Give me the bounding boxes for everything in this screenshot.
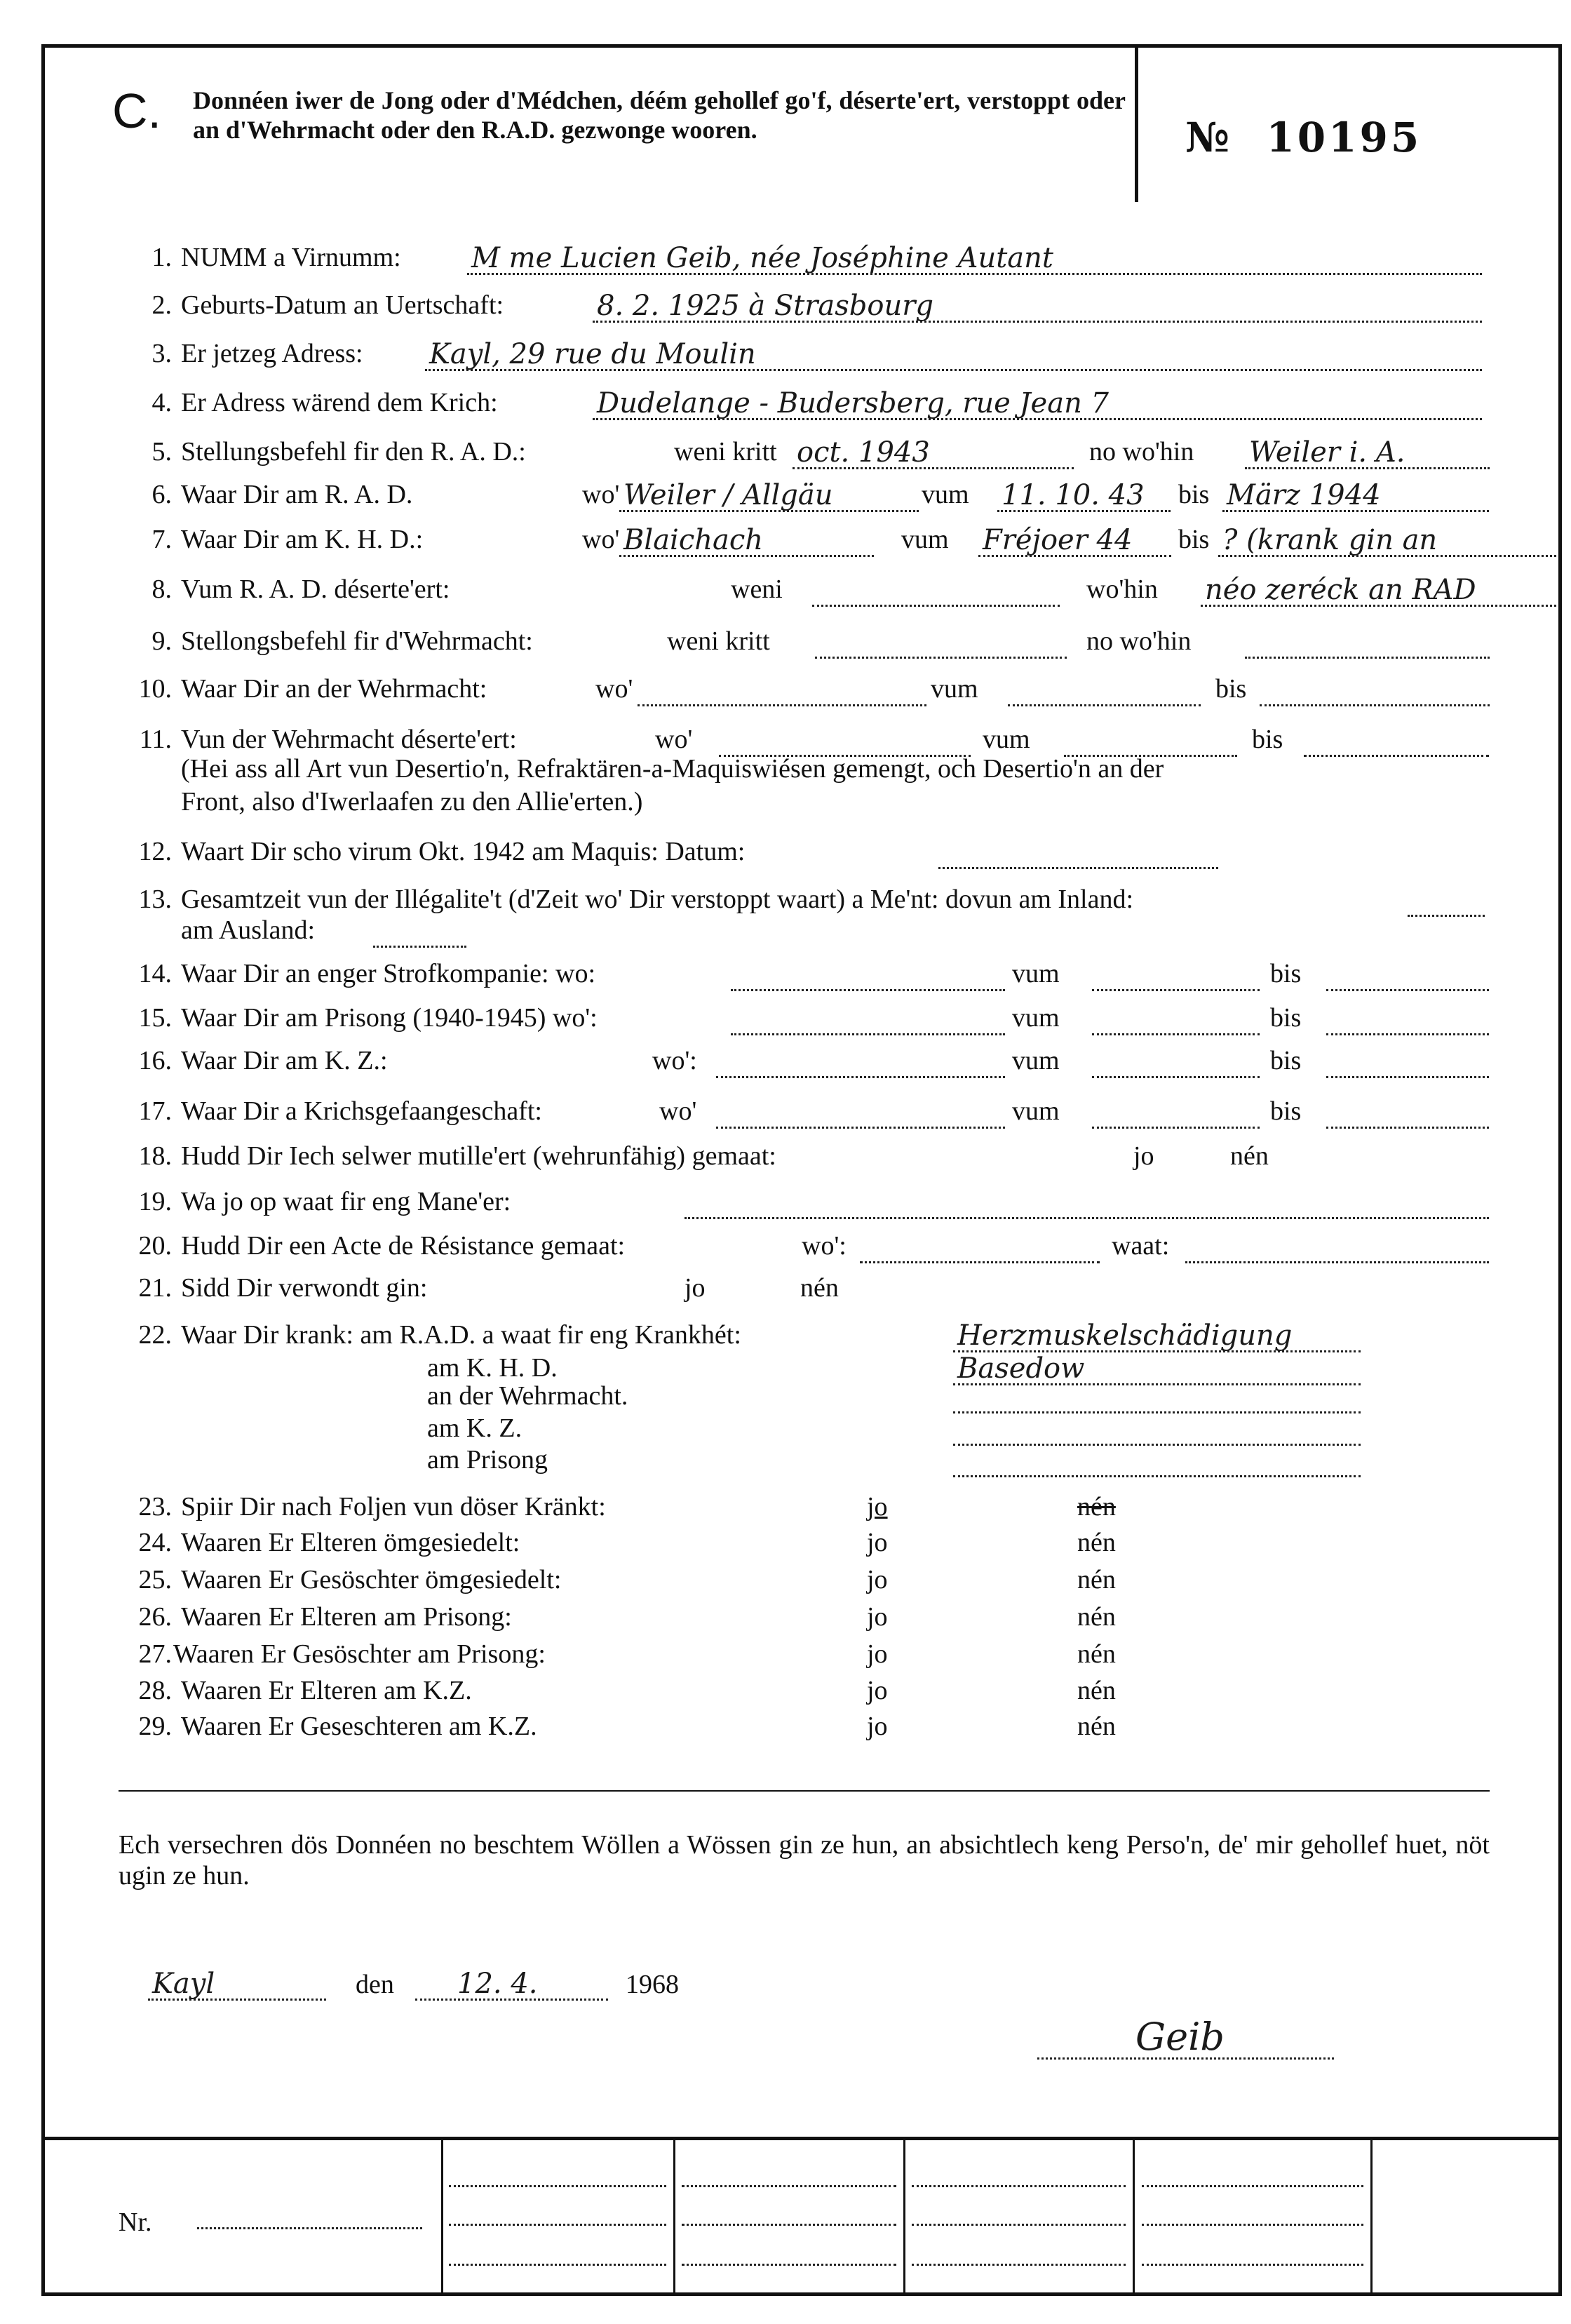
question-label: weni kritt [674, 437, 777, 466]
answer-value: Fréjoer 44 [983, 524, 1133, 556]
question-label: vum [1012, 1003, 1060, 1033]
choice-option[interactable]: jo [867, 1492, 888, 1522]
footer-dotted-field[interactable] [912, 2185, 1126, 2187]
date-field[interactable] [415, 1968, 608, 2001]
answer-value: Herzmuskelschädigung [957, 1319, 1293, 1352]
question-label: bis [1270, 959, 1302, 988]
number-sign: № [1185, 114, 1233, 161]
question-label: vum [1012, 1096, 1060, 1126]
footer-dotted-field[interactable] [912, 2264, 1126, 2266]
signature-value: Geib [1135, 2015, 1225, 2059]
answer-value: Weiler / Allgäu [623, 479, 833, 511]
answer-field[interactable] [812, 575, 1060, 607]
question-label: Spiir Dir nach Foljen vun döser Kränkt: [181, 1492, 606, 1522]
question-label: Waar Dir an der Wehrmacht: [181, 674, 487, 704]
choice-option[interactable]: jo [867, 1639, 888, 1669]
footer-dotted-field[interactable] [1142, 2224, 1363, 2226]
answer-field[interactable] [619, 525, 874, 557]
answer-field[interactable] [997, 480, 1171, 512]
question-label: Er jetzeg Adress: [181, 339, 363, 368]
question-label: Waar Dir am K. H. D.: [181, 525, 424, 554]
choice-option[interactable]: jo [867, 1676, 888, 1705]
answer-field[interactable] [953, 1320, 1361, 1352]
answer-field[interactable] [953, 1381, 1361, 1413]
header-bottom-line [1135, 199, 1138, 202]
place-field[interactable] [148, 1968, 326, 2001]
answer-field[interactable] [1326, 1046, 1489, 1078]
answer-value: Kayl, 29 rue du Moulin [429, 338, 756, 370]
answer-field[interactable] [1304, 725, 1489, 757]
question-label: Stellungsbefehl fir den R. A. D.: [181, 437, 526, 466]
answer-field[interactable] [1222, 480, 1489, 512]
question-label: vum [1012, 1046, 1060, 1075]
question-label: vum [922, 480, 969, 509]
den-label: den [356, 1970, 394, 1999]
answer-value: Basedow [957, 1352, 1085, 1385]
answer-field[interactable] [1408, 885, 1485, 917]
question-number: 14. [138, 959, 172, 988]
answer-field[interactable] [953, 1413, 1361, 1446]
choice-option[interactable]: jo [867, 1602, 888, 1632]
answer-field[interactable] [716, 1096, 1005, 1129]
footer-column-line [441, 2137, 443, 2296]
question-label: Waaren Er Elteren ömgesiedelt: [181, 1528, 520, 1557]
question-number: 15. [138, 1003, 172, 1033]
question-number: 20. [138, 1231, 172, 1261]
question-label: Waar Dir krank: am R.A.D. a waat fir eng Krankhét: [181, 1320, 741, 1350]
choice-option[interactable]: nén [1077, 1602, 1116, 1632]
answer-field[interactable] [593, 388, 1482, 420]
question-number: 11. [139, 725, 172, 754]
question-label: Gesamtzeit vun der Illégalite't (d'Zeit wo' Dir verstoppt waart) a Me'nt: dovun am Inland: [181, 885, 1134, 914]
question-number: 27. [138, 1639, 172, 1669]
answer-value: Weiler i. A. [1249, 436, 1405, 469]
question-label: Waart Dir scho virum Okt. 1942 am Maquis: Datum: [181, 837, 746, 866]
number-value: 10195 [1266, 114, 1422, 161]
footer-dotted-field[interactable] [682, 2264, 896, 2266]
question-label: vum [1012, 959, 1060, 988]
choice-option[interactable]: jo [1133, 1141, 1154, 1171]
choice-option[interactable]: nén [1077, 1492, 1116, 1522]
question-number: 5. [151, 437, 172, 466]
question-label: weni [731, 575, 783, 604]
question-label: bis [1270, 1096, 1302, 1126]
answer-field[interactable] [731, 1003, 1005, 1035]
answer-field[interactable] [815, 626, 1067, 659]
question-number: 26. [138, 1602, 172, 1632]
question-label: wo' [659, 1096, 697, 1126]
year-label: 1968 [626, 1970, 679, 1999]
question-label: Stellongsbefehl fir d'Wehrmacht: [181, 626, 533, 656]
separator-line [119, 1790, 1490, 1792]
question-label: Waaren Er Geseschteren am K.Z. [181, 1712, 537, 1741]
question-label: (Hei ass all Art vun Desertio'n, Refraktären-a-Maquiswiésen gemengt, och Desertio'n an der [181, 754, 1164, 784]
question-number: 23. [138, 1492, 172, 1522]
answer-field[interactable] [953, 1445, 1361, 1477]
form-title: Donnéen iwer de Jong oder d'Médchen, déém gehollef go'f, déserte'ert, verstoppt oder an d'Wehrmacht oder den R.A.D. gezwonge wooren. [193, 86, 1126, 144]
answer-field[interactable] [1326, 1003, 1489, 1035]
answer-value: néo zeréck an RAD [1205, 574, 1476, 606]
choice-option[interactable]: jo [867, 1712, 888, 1741]
answer-field[interactable] [1092, 1003, 1260, 1035]
answer-value: oct. 1943 [797, 436, 930, 469]
choice-option[interactable]: nén [800, 1273, 839, 1303]
footer-dotted-field[interactable] [449, 2264, 666, 2266]
question-label: bis [1178, 480, 1210, 509]
question-label: NUMM a Virnumm: [181, 243, 401, 272]
footer-dotted-field[interactable] [912, 2224, 1126, 2226]
answer-field[interactable] [1008, 674, 1201, 706]
footer-dotted-field[interactable] [449, 2224, 666, 2226]
footer-column-line [903, 2137, 905, 2296]
question-label: wo': [802, 1231, 847, 1261]
question-label: an der Wehrmacht. [427, 1381, 628, 1411]
answer-value: März 1944 [1227, 479, 1381, 511]
question-label: Front, also d'Iwerlaafen zu den Allie'erten.) [181, 787, 643, 817]
question-number: 7. [151, 525, 172, 554]
choice-option[interactable]: nén [1230, 1141, 1269, 1171]
choice-option[interactable]: nén [1077, 1712, 1116, 1741]
question-label: bis [1270, 1046, 1302, 1075]
question-label: vum [931, 674, 978, 704]
answer-field[interactable] [793, 437, 1074, 469]
answer-value: 8. 2. 1925 à Strasbourg [597, 290, 933, 322]
choice-option[interactable]: jo [685, 1273, 706, 1303]
answer-field[interactable] [1245, 626, 1490, 659]
footer-dotted-field[interactable] [1142, 2264, 1363, 2266]
answer-field[interactable] [425, 339, 1482, 371]
question-number: 16. [138, 1046, 172, 1075]
section-letter: C. [112, 83, 161, 138]
question-label: wo' [595, 674, 633, 704]
question-number: 22. [138, 1320, 172, 1350]
declaration-text: Ech versechren dös Donnéen no beschtem Wöllen a Wössen gin ze hun, an absichtlech keng Perso'n, de' mir gehollef huet, nöt ugin ze hun. [119, 1830, 1490, 1890]
footer-dotted-field[interactable] [1142, 2185, 1363, 2187]
nr-field[interactable] [197, 2227, 422, 2229]
question-label: vum [983, 725, 1030, 754]
question-label: Sidd Dir verwondt gin: [181, 1273, 428, 1303]
nr-label: Nr. [119, 2208, 152, 2237]
question-label: wo' [655, 725, 693, 754]
question-label: bis [1270, 1003, 1302, 1033]
footer-column-line [1370, 2137, 1373, 2296]
answer-field[interactable] [373, 915, 466, 948]
answer-field[interactable] [1260, 674, 1490, 706]
question-label: am K. Z. [427, 1413, 522, 1443]
question-label: Vum R. A. D. déserte'ert: [181, 575, 450, 604]
answer-field[interactable] [1185, 1231, 1489, 1263]
place-value: Kayl [152, 1968, 215, 2000]
choice-option[interactable]: jo [867, 1565, 888, 1594]
question-number: 12. [138, 837, 172, 866]
question-label: weni kritt [667, 626, 770, 656]
answer-field[interactable] [1218, 525, 1556, 557]
question-number: 1. [151, 243, 172, 272]
answer-field[interactable] [1092, 1096, 1260, 1129]
date-value: 12. 4. [457, 1968, 538, 2000]
question-number: 24. [138, 1528, 172, 1557]
answer-field[interactable] [938, 837, 1218, 869]
answer-field[interactable] [593, 290, 1482, 323]
footer-top-line [41, 2137, 1562, 2140]
question-number: 10. [138, 674, 172, 704]
answer-field[interactable] [1326, 959, 1489, 991]
question-number: 28. [138, 1676, 172, 1705]
question-label: wo': [652, 1046, 697, 1075]
choice-option[interactable]: nén [1077, 1565, 1116, 1594]
footer-dotted-field[interactable] [449, 2185, 666, 2187]
question-label: bis [1215, 674, 1247, 704]
answer-field[interactable] [731, 959, 1005, 991]
answer-field[interactable] [1201, 575, 1556, 607]
header-divider [1135, 44, 1138, 202]
question-number: 25. [138, 1565, 172, 1594]
question-label: Er Adress wärend dem Krich: [181, 388, 498, 417]
answer-field[interactable] [1092, 959, 1260, 991]
question-label: Waar Dir an enger Strofkompanie: wo: [181, 959, 596, 988]
question-number: 4. [151, 388, 172, 417]
question-label: wo' [582, 525, 620, 554]
question-label: bis [1178, 525, 1210, 554]
question-label: Hudd Dir Iech selwer mutille'ert (wehrunfähig) gemaat: [181, 1141, 776, 1171]
answer-field[interactable] [1092, 1046, 1260, 1078]
question-number: 8. [151, 575, 172, 604]
answer-value: M me Lucien Geib, née Joséphine Autant [471, 242, 1053, 274]
question-label: am Prisong [427, 1445, 548, 1475]
question-number: 9. [151, 626, 172, 656]
choice-option[interactable]: nén [1077, 1639, 1116, 1669]
question-number: 2. [151, 290, 172, 320]
question-label: Waaren Er Gesöschter ömgesiedelt: [181, 1565, 562, 1594]
question-label: Vun der Wehrmacht déserte'ert: [181, 725, 517, 754]
question-label: no wo'hin [1089, 437, 1194, 466]
question-number: 18. [138, 1141, 172, 1171]
answer-value: Dudelange - Budersberg, rue Jean 7 [597, 387, 1109, 419]
question-label: Waar Dir am Prisong (1940-1945) wo': [181, 1003, 598, 1033]
answer-value: 11. 10. 43 [1002, 479, 1145, 511]
question-label: Geburts-Datum an Uertschaft: [181, 290, 504, 320]
question-label: am Ausland: [181, 915, 316, 945]
answer-value: ? (krank gin an [1222, 524, 1438, 556]
answer-field[interactable] [619, 480, 919, 512]
answer-field[interactable] [1245, 437, 1490, 469]
question-label: Waaren Er Elteren am Prisong: [181, 1602, 512, 1632]
signature-field[interactable] [1037, 2015, 1334, 2060]
question-label: Waar Dir am K. Z.: [181, 1046, 388, 1075]
question-number: 13. [138, 885, 172, 914]
question-number: 6. [151, 480, 172, 509]
answer-field[interactable] [860, 1231, 1100, 1263]
form-number [1185, 114, 1422, 161]
question-label: no wo'hin [1086, 626, 1192, 656]
question-label: Hudd Dir een Acte de Résistance gemaat: [181, 1231, 626, 1261]
answer-field[interactable] [638, 674, 926, 706]
question-label: wo' [582, 480, 620, 509]
footer-dotted-field[interactable] [682, 2185, 896, 2187]
question-label: wo'hin [1086, 575, 1158, 604]
question-number: 21. [138, 1273, 172, 1303]
answer-field[interactable] [978, 525, 1171, 557]
question-number: 3. [151, 339, 172, 368]
question-label: vum [901, 525, 949, 554]
answer-value: Blaichach [623, 524, 764, 556]
question-label: Waar Dir a Krichsgefaangeschaft: [181, 1096, 542, 1126]
question-label: bis [1252, 725, 1283, 754]
question-number: 29. [138, 1712, 172, 1741]
question-label: Waar Dir am R. A. D. [181, 480, 413, 509]
question-number: 17. [138, 1096, 172, 1126]
question-label: Waaren Er Gesöschter am Prisong: [173, 1639, 546, 1669]
question-label: Waaren Er Elteren am K.Z. [181, 1676, 472, 1705]
question-label: am K. H. D. [427, 1353, 558, 1383]
question-label: waat: [1112, 1231, 1170, 1261]
choice-option[interactable]: nén [1077, 1676, 1116, 1705]
answer-field[interactable] [467, 243, 1482, 275]
footer-dotted-field[interactable] [682, 2224, 896, 2226]
choice-option[interactable]: nén [1077, 1528, 1116, 1557]
answer-field[interactable] [716, 1046, 1005, 1078]
footer-column-line [673, 2137, 675, 2296]
answer-field[interactable] [685, 1187, 1489, 1219]
footer-column-line [1133, 2137, 1135, 2296]
question-label: Wa jo op waat fir eng Mane'er: [181, 1187, 511, 1216]
choice-option[interactable]: jo [867, 1528, 888, 1557]
question-number: 19. [138, 1187, 172, 1216]
answer-field[interactable] [1326, 1096, 1489, 1129]
